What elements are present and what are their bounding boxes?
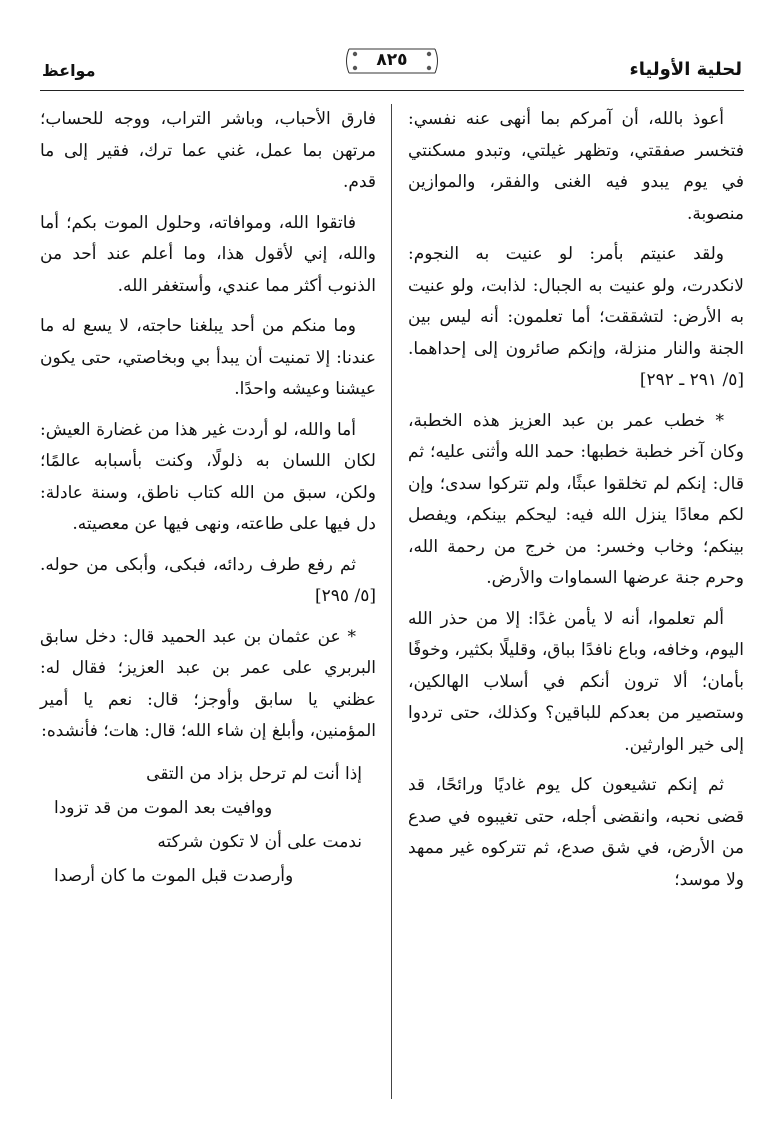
paragraph: أعوذ بالله، أن آمركم بما أنهى عنه نفسي: فتخسر صفقتي، وتظهر غيلتي، وتبدو مسكنتي في يوم يبدو فيه الغنى والفقر، والموازين منصوبة. [408,109,744,224]
poem-line: ووافيت بعد الموت من قد تزودا [54,797,273,818]
page-number: ٨٢٥ [376,50,408,70]
paragraph: فارق الأحباب، وباشر التراب، ووجه للحساب؛ مرتهن بما عمل، غني عما ترك، فقير إلى ما قدم. [40,109,376,192]
poem [40,757,376,893]
page-header [40,42,744,91]
book-title: لحلية الأولياء [629,59,742,80]
right-column [408,104,744,905]
paragraph-text: ثم رفع طرف ردائه، فبكى، وأبكى من حوله. [40,554,356,575]
poem-line: وأرصدت قبل الموت ما كان أرصدا [54,865,294,886]
paragraph: أما والله، لو أردت غير هذا من غضارة العيش: لكان اللسان به ذلولًا، وكنت بأسبابه عالمًا؛ ولكن، سبق من الله كتاب ناطق، وسنة عادلة: دل فيها على طاعته، ونهى فيها عن معصيته. [40,419,376,534]
poem-line: ندمت على أن لا تكون شركته [157,831,362,852]
paragraph: ألم تعلموا، أنه لا يأمن غدًا: إلا من حذر الله اليوم، وخافه، وباع نافدًا بباق، وقليلًا بكثير، وخوفًا بأمان؛ ألا ترون أنكم في أسلاب الهالكين، وستصير من بعدكم للباقين؟ وكذلك، حتى تردوا إلى خير الوارثين. [408,608,744,755]
paragraph-text: ولقد عنيتم بأمر: لو عنيت به النجوم: لانكدرت، ولو عنيت به الجبال: لذابت، ولو عنيت به الأرض: لتشققت؛ أما تعلمون: أنه ليس بين الجنة والنار منزلة، وإنكم صائرون إلى إحداهما. [408,244,744,359]
reference: [٥/ ٢٩٥] [315,586,376,606]
paragraph: وما منكم من أحد يبلغنا حاجته، لا يسع له ما عندنا: إلا تمنيت أن يبدأ بي وبخاصتي، حتى يكون عيشنا وعيشه واحدًا. [40,316,376,399]
left-column [40,104,376,893]
paragraph: فاتقوا الله، وموافاته، وحلول الموت بكم؛ أما والله، إني لأقول هذا، وما أعلم عند أحد من الذنوب أكثر مما عندي، وأستغفر الله. [40,212,376,296]
column-divider [391,104,392,1099]
paragraph: * عن عثمان بن عبد الحميد قال: دخل سابق البربري على عمر بن عبد العزيز؛ فقال له: عظني يا سابق وأوجز؛ قال: نعم يا أمير المؤمنين، وأبلغ إن شاء الله؛ قال: هات؛ فأنشده: [40,626,376,741]
paragraph: * خطب عمر بن عبد العزيز هذه الخطبة، وكان آخر خطبة خطبها: حمد الله وأثنى عليه؛ ثم قال: إنكم لم تخلقوا عبثًا، ولم تتركوا سدى؛ وإن لكم معادًا ينزل الله فيه: ليحكم بينكم، ويفصل بينكم؛ وخاب وخسر: من خرج من رحمة الله، وحرم جنة عرضها السماوات والأرض. [408,410,744,588]
page-number-frame [343,46,441,76]
paragraph: ثم إنكم تشيعون كل يوم غاديًا ورائحًا، قد قضى نحبه، وانقضى أجله، حتى تغيبوه في صدع من الأرض، في شق صدع، ثم تتركوه غير ممهد ولا موسد؛ [408,775,744,890]
poem-line: إذا أنت لم ترحل بزاد من التقى [146,763,362,784]
reference: [٥/ ٢٩١ ـ ٢٩٢] [639,370,744,390]
paragraph [40,550,376,613]
chapter-title: مواعظ [42,61,96,80]
paragraph [408,239,744,397]
